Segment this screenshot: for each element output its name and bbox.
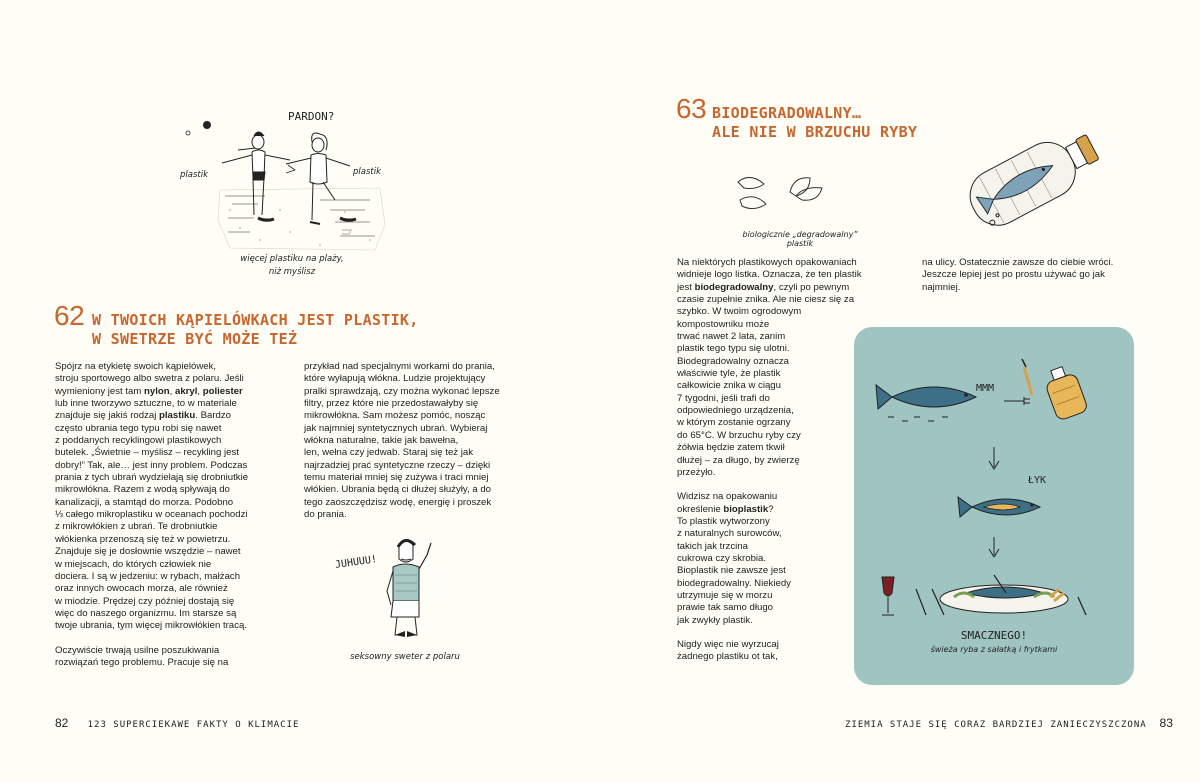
beach-illustration bbox=[170, 100, 410, 285]
text-line: kompostowniku może bbox=[677, 318, 770, 330]
text-line: z naturalnych surowców, bbox=[677, 528, 782, 540]
text-line: szybko. W twoim ogrodowym bbox=[677, 306, 802, 318]
text-line: jak najmniej syntetycznych ubrań. Wybieraj bbox=[304, 422, 488, 434]
fish-icon bbox=[876, 385, 976, 421]
panel-caption: świeża ryba z sałatką i frytkami bbox=[930, 645, 1058, 654]
text-line: przeżyło. bbox=[677, 466, 716, 478]
text-line: dłużej – za długo, by zwierzę bbox=[677, 454, 800, 466]
text-line: najrzadziej prać syntetyczne rzeczy – dzięki bbox=[304, 459, 491, 471]
text-line: len, wełna czy jedwab. Staraj się też jak bbox=[304, 447, 474, 459]
text-line: temu materiał mniej się zużywa i traci mniej bbox=[304, 472, 489, 484]
fork-icon bbox=[1004, 397, 1030, 405]
text-line: 7 tygodni, jeśli trafi do bbox=[677, 392, 770, 404]
text-line: najmniej. bbox=[922, 281, 961, 293]
label-plastik-left: plastik bbox=[180, 170, 209, 180]
title-line-2: W SWETRZE BYĆ MOŻE TEŻ bbox=[92, 330, 298, 348]
speech-pardon: PARDON? bbox=[288, 110, 335, 123]
spoon-icon bbox=[1078, 597, 1086, 615]
text-line: do 65°C. W brzuchu ryby czy bbox=[677, 429, 801, 441]
article-63-column-2 bbox=[922, 257, 1152, 306]
bottle-illustration bbox=[945, 115, 1110, 240]
text-line: przykład nad specjalnymi workami do prania, bbox=[304, 361, 495, 372]
text-line: jak zwykły plastik. bbox=[677, 614, 753, 626]
text-line: filtry, przez które nie przedostawałyby się bbox=[304, 398, 479, 410]
text-line: mikrowłókna. Sam możesz pomóc, nosząc bbox=[304, 410, 486, 422]
fleece-caption: seksowny sweter z polaru bbox=[350, 652, 460, 662]
text-line: ⅓ całego mikroplastiku w oceanach pochodzi bbox=[55, 509, 248, 521]
text-line: mikrowłókna. Razem z wodą spływają do bbox=[55, 484, 230, 496]
text-line: żadnego plastiku ot tak, bbox=[677, 651, 778, 663]
right-footer bbox=[845, 716, 1173, 730]
text-line: lub inne tworzywo sztuczne, to w materiale bbox=[55, 398, 237, 410]
bottle-fish-icon bbox=[945, 115, 1110, 240]
label-smacznego: SMACZNEGO! bbox=[960, 629, 1028, 642]
text-line: w którym zostanie ogrzany bbox=[677, 417, 791, 429]
text-line: cukrowa czy skrobia. bbox=[677, 552, 767, 564]
text-line: Spójrz na etykietę swoich kąpielówek, bbox=[55, 361, 217, 372]
paragraph bbox=[922, 257, 1152, 294]
caption-line-1: więcej plastiku na plaży, bbox=[240, 254, 344, 264]
text-line: utrzymuje się w morzu bbox=[677, 589, 773, 601]
text-line: odpowiedniego urządzenia, bbox=[677, 405, 794, 417]
text-line: Biodegradowalny oznacza bbox=[677, 355, 790, 367]
text-line: twoje ubrania, tym więcej mikrowłókien tracą. bbox=[55, 620, 247, 632]
text-line: tego zaoszczędzisz wodę, energię i proszek bbox=[304, 496, 492, 508]
text-line: na ulicy. Ostatecznie zawsze do ciebie wróci. bbox=[922, 257, 1114, 268]
caption-line-2: niż myślisz bbox=[268, 267, 316, 277]
text-line: Widzisz na opakowaniu bbox=[677, 491, 778, 503]
pole-icon bbox=[238, 148, 256, 150]
text-line: takich jak trzcina bbox=[677, 540, 748, 552]
text-line: z poddanych recyklingowi plastikowych bbox=[55, 435, 222, 447]
text-line: właściwie tyle, że plastik bbox=[677, 368, 781, 380]
text-line: w miodzie. Prędzej czy później dostają się bbox=[55, 595, 235, 607]
running-title: ZIEMIA STAJE SIĘ CORAZ BARDZIEJ ZANIECZYSZCZONA bbox=[845, 720, 1147, 730]
title-line-1: W TWOICH KĄPIELÓWKACH JEST PLASTIK, bbox=[92, 311, 419, 329]
text-line: czasie zupełnie znika. Ale nie ciesz się za bbox=[677, 294, 855, 306]
wine-glass-icon bbox=[882, 577, 894, 615]
speech-juhuuu: JUHUUU! bbox=[334, 554, 378, 571]
page-number-82: 82 bbox=[55, 716, 69, 730]
article-number-62: 62 bbox=[54, 300, 85, 331]
paragraph bbox=[55, 361, 285, 633]
text-line: prawie tak samo długo bbox=[677, 602, 773, 614]
text-line: do prania. bbox=[304, 509, 347, 521]
article-62-title bbox=[92, 311, 419, 349]
text-line: stroju sportowego albo swetra z polaru. Jeśli bbox=[55, 373, 244, 385]
text-line: wymieniony jest tam nylon, akryl, poliester bbox=[55, 385, 243, 397]
text-line: biodegradowalny. Niekiedy bbox=[677, 577, 791, 589]
text-line: włókna naturalne, takie jak bawełna, bbox=[304, 435, 459, 447]
food-chain-panel bbox=[854, 327, 1134, 685]
book-title: 123 SUPERCIEKAWE FAKTY O KLIMACIE bbox=[87, 720, 300, 730]
text-line: plastik tego typu się ulotni. bbox=[677, 343, 790, 355]
text-line: Bioplastik nie zawsze jest bbox=[677, 565, 786, 577]
text-line: rozwiązań tego problemu. Pracuje się na bbox=[55, 656, 229, 668]
text-line: prania z tych ubrań wydzielają się drobniutkie bbox=[55, 472, 249, 484]
text-line: które wyłapują włókna. Ludzie projektujący bbox=[304, 373, 486, 385]
arrow-down-icon bbox=[989, 447, 999, 469]
text-line: często ubrania tego typu robi się nawet bbox=[55, 422, 222, 434]
text-line: Oczywiście trwają usilne poszukiwania bbox=[55, 644, 220, 656]
plate-icon bbox=[940, 575, 1068, 613]
article-number-63: 63 bbox=[676, 93, 707, 124]
text-line: butelek. „Świetnie – myślisz – recykling jest bbox=[55, 447, 239, 459]
article-62-column-2 bbox=[304, 361, 534, 533]
label-mmm: MMM bbox=[976, 383, 995, 394]
fork-icon bbox=[916, 589, 926, 615]
text-line: żółwia będzie zatem tkwił bbox=[677, 442, 785, 454]
title-line-2: ALE NIE W BRZUCHU RYBY bbox=[712, 123, 918, 141]
text-line: całkowicie znika w ciągu bbox=[677, 380, 781, 392]
leaf-logos bbox=[730, 170, 840, 220]
text-line: Znajduje się je dosłownie wszędzie – nawet bbox=[55, 546, 241, 558]
text-line: włókien. Ubrania będą ci dłużej służyły, a do bbox=[304, 484, 491, 496]
text-line: dobry!” Tak, ale… jest inny problem. Podczas bbox=[55, 459, 248, 471]
leaf-caption: biologicznie „degradowalny” plastik bbox=[742, 230, 858, 248]
title-line-1: BIODEGRADOWALNY… bbox=[712, 104, 862, 122]
label-plastik-right: plastik bbox=[353, 167, 382, 177]
text-line: określenie bioplastik? bbox=[677, 503, 774, 515]
text-line: z mikrowłókien z ubrań. Te drobniutkie bbox=[55, 521, 218, 533]
fish-icon bbox=[958, 497, 1040, 517]
arrow-down-icon bbox=[989, 537, 999, 557]
text-line: widnieje logo listka. Oznacza, że ten plastik bbox=[677, 269, 862, 281]
left-footer bbox=[55, 716, 299, 730]
text-line: znajduje się jakiś rodzaj plastiku. Bardzo bbox=[55, 410, 231, 422]
text-line: w miejscach, do których człowiek nie bbox=[55, 558, 212, 570]
label-lyk: ŁYK bbox=[1028, 475, 1047, 486]
text-line: kanalizacji, a stamtąd do morza. Podobno bbox=[55, 496, 234, 508]
text-line: oraz innych owocach morza, ale również bbox=[55, 583, 228, 595]
text-line: włókienka przenoszą się też w powietrzu. bbox=[55, 533, 231, 545]
article-62-column-1 bbox=[55, 361, 285, 681]
article-63-title bbox=[712, 104, 917, 142]
text-line: To plastik wytworzony bbox=[677, 515, 770, 527]
page-number-83: 83 bbox=[1159, 716, 1173, 730]
text-line: Nigdy więc nie wyrzucaj bbox=[677, 638, 779, 650]
straw-icon bbox=[1024, 367, 1032, 395]
paragraph bbox=[55, 645, 285, 670]
leaf-icon bbox=[730, 170, 840, 220]
text-line: dociera. I są w jedzeniu: w rybach, małżach bbox=[55, 570, 241, 582]
text-line: pralki sprawdzają, czy można wykonać lepsze bbox=[304, 385, 500, 397]
text-line: jest biodegradowalny, czyli po pewnym bbox=[677, 281, 850, 293]
text-line: więc do naszego organizmu. Im starsze są bbox=[55, 607, 237, 619]
text-line: trwać nawet 2 lata, zanim bbox=[677, 331, 786, 343]
text-line: Jeszcze lepiej jest po prostu używać go jak bbox=[922, 269, 1105, 281]
paragraph bbox=[304, 361, 534, 521]
text-line: Na niektórych plastikowych opakowaniach bbox=[677, 257, 857, 268]
small-bottle-icon bbox=[1041, 363, 1088, 421]
